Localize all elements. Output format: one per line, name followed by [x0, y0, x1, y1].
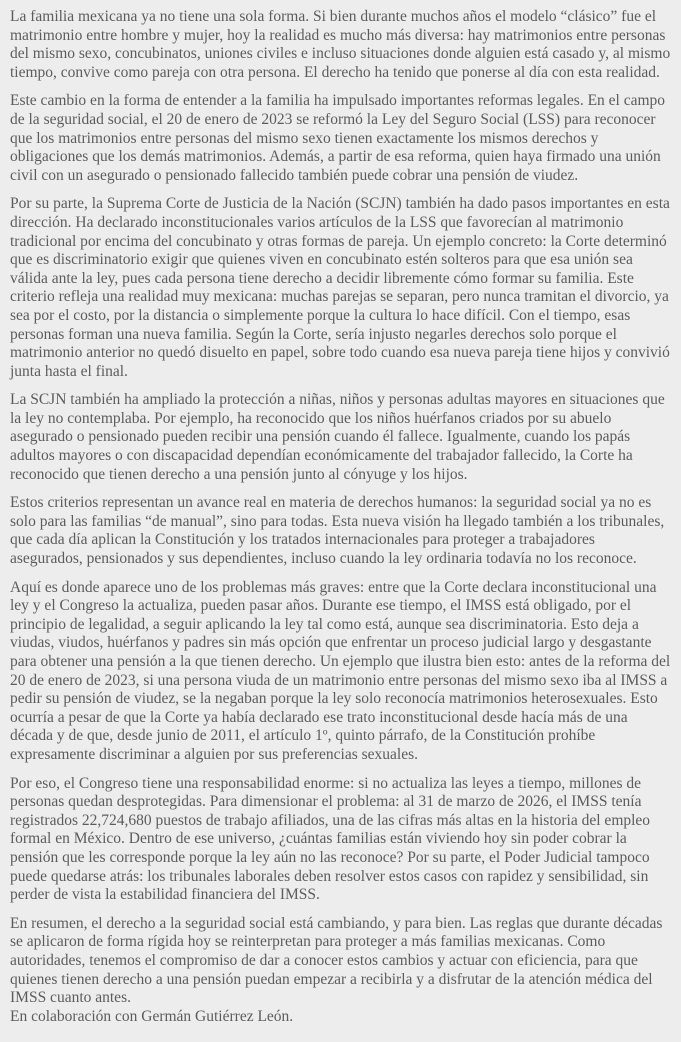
article-paragraph: Aquí es donde aparece uno de los problemas más graves: entre que la Corte declara inconstitucional una ley y el Congreso la actualiza, pueden pasar años. Durante ese tiempo, el IMSS está obligado, por el principio de legalidad, a seguir aplicando la ley tal como está, aunque sea discriminatoria. Esto deja a viudas, viudos, huérfanos y padres sin más opción que enfrentar un proceso judicial largo y desgastante para obtener una pensión a la que tienen derecho. Un ejemplo que ilustra bien esto: antes de la reforma del 20 de enero de 2023, si una persona viuda de un matrimonio entre personas del mismo sexo iba al IMSS a pedir su pensión de viudez, se la negaban porque la ley solo reconocía matrimonios heterosexuales. Esto ocurría a pesar de que la Corte ya había declarado ese trato inconstitucional desde hacía más de una década y de que, desde junio de 2011, el artículo 1º, quinto párrafo, de la Constitución prohíbe expresamente discriminar a alguien por sus preferencias sexuales. — [10, 578, 671, 763]
article-paragraph: La SCJN también ha ampliado la protección a niñas, niños y personas adultas mayores en situaciones que la ley no contemplaba. Por ejemplo, ha reconocido que los niños huérfanos criados por su abuelo asegurado o pensionado pueden recibir una pensión cuando él fallece. Igualmente, cuando los papás adultos mayores o con discapacidad dependían económicamente del trabajador fallecido, la Corte ha reconocido que tienen derecho a una pensión junto al cónyuge y los hijos. — [10, 391, 665, 483]
article-body — [10, 8, 671, 1008]
article-paragraph: Estos criterios representan un avance real en materia de derechos humanos: la seguridad social ya no es solo para las familias “de manual”, sino para todas. Esta nueva visión ha llegado también a los tribunales, que cada día aplican la Constitución y los tratados internacionales para proteger a trabajadores asegurados, pensionados y sus dependientes, incluso cuando la ley ordinaria todavía no los reconoce. — [10, 494, 665, 568]
article-paragraph: Por su parte, la Suprema Corte de Justicia de la Nación (SCJN) también ha dado pasos importantes en esta dirección. Ha declarado inconstitucionales varios artículos de la LSS que favorecían al matrimonio tradicional por encima del concubinato y otras formas de pareja. Un ejemplo concreto: la Corte determinó que es discriminatorio exigir que quienes viven en concubinato estén solteros para que esa unión sea válida ante la ley, pues cada persona tiene derecho a decidir libremente cómo formar su familia. Este criterio refleja una realidad muy mexicana: muchas parejas se separan, pero nunca tramitan el divorcio, ya sea por el costo, por la distancia o simplemente porque la cultura lo hace difícil. Con el tiempo, esas personas forman una nueva familia. Según la Corte, sería injusto negarles derechos solo porque el matrimonio anterior no quedó disuelto en papel, sobre todo cuando esa nueva pareja tiene hijos y convivió junta hasta el final. — [10, 195, 670, 380]
article-paragraph: Este cambio en la forma de entender a la familia ha impulsado importantes reformas legales. En el campo de la seguridad social, el 20 de enero de 2023 se reformó la Ley del Seguro Social (LSS) para reconocer que los matrimonios entre personas del mismo sexo tienen exactamente los mismos derechos y obligaciones que los demás matrimonios. Además, a partir de esa reforma, quien haya firmado una unión civil con un asegurado o pensionado fallecido también puede cobrar una pensión de viudez. — [10, 92, 666, 184]
article-paragraph: Por eso, el Congreso tiene una responsabilidad enorme: si no actualiza las leyes a tiempo, millones de personas quedan desprotegidas. Para dimensionar el problema: al 31 de marzo de 2026, el IMSS tenía registrados 22,724,680 puestos de trabajo afiliados, una de las cifras más altas en la historia del empleo formal en México. Dentro de ese universo, ¿cuántas familias están viviendo hoy sin poder cobrar la pensión que les corresponde porque la ley aún no las reconoce? Por su parte, el Poder Judicial tampoco puede quedarse atrás: los tribunales laborales deben resolver estos casos con rapidez y sensibilidad, sin perder de vista la estabilidad financiera del IMSS. — [10, 774, 651, 904]
article-paragraph: En resumen, el derecho a la seguridad social está cambiando, y para bien. Las reglas que durante décadas se aplicaron de forma rígida hoy se reinterpretan para proteger a más familias mexicanas. Como autoridades, tenemos el compromiso de dar a conocer estos cambios y actuar con eficiencia, para que quienes tienen derecho a una pensión puedan empezar a recibirla y a disfrutar de la atención médica del IMSS cuanto antes. — [10, 914, 663, 1007]
article-paragraph: La familia mexicana ya no tiene una sola forma. Si bien durante muchos años el modelo “clásico” fue el matrimonio entre hombre y mujer, hoy la realidad es mucho más diversa: hay matrimonios entre personas del mismo sexo, concubinatos, uniones civiles e incluso situaciones donde alguien está casado y, al mismo tiempo, convive como pareja con otra persona. El derecho ha tenido que ponerse al día con esta realidad. — [10, 8, 671, 81]
byline: En colaboración con Germán Gutiérrez León. — [10, 1007, 294, 1025]
